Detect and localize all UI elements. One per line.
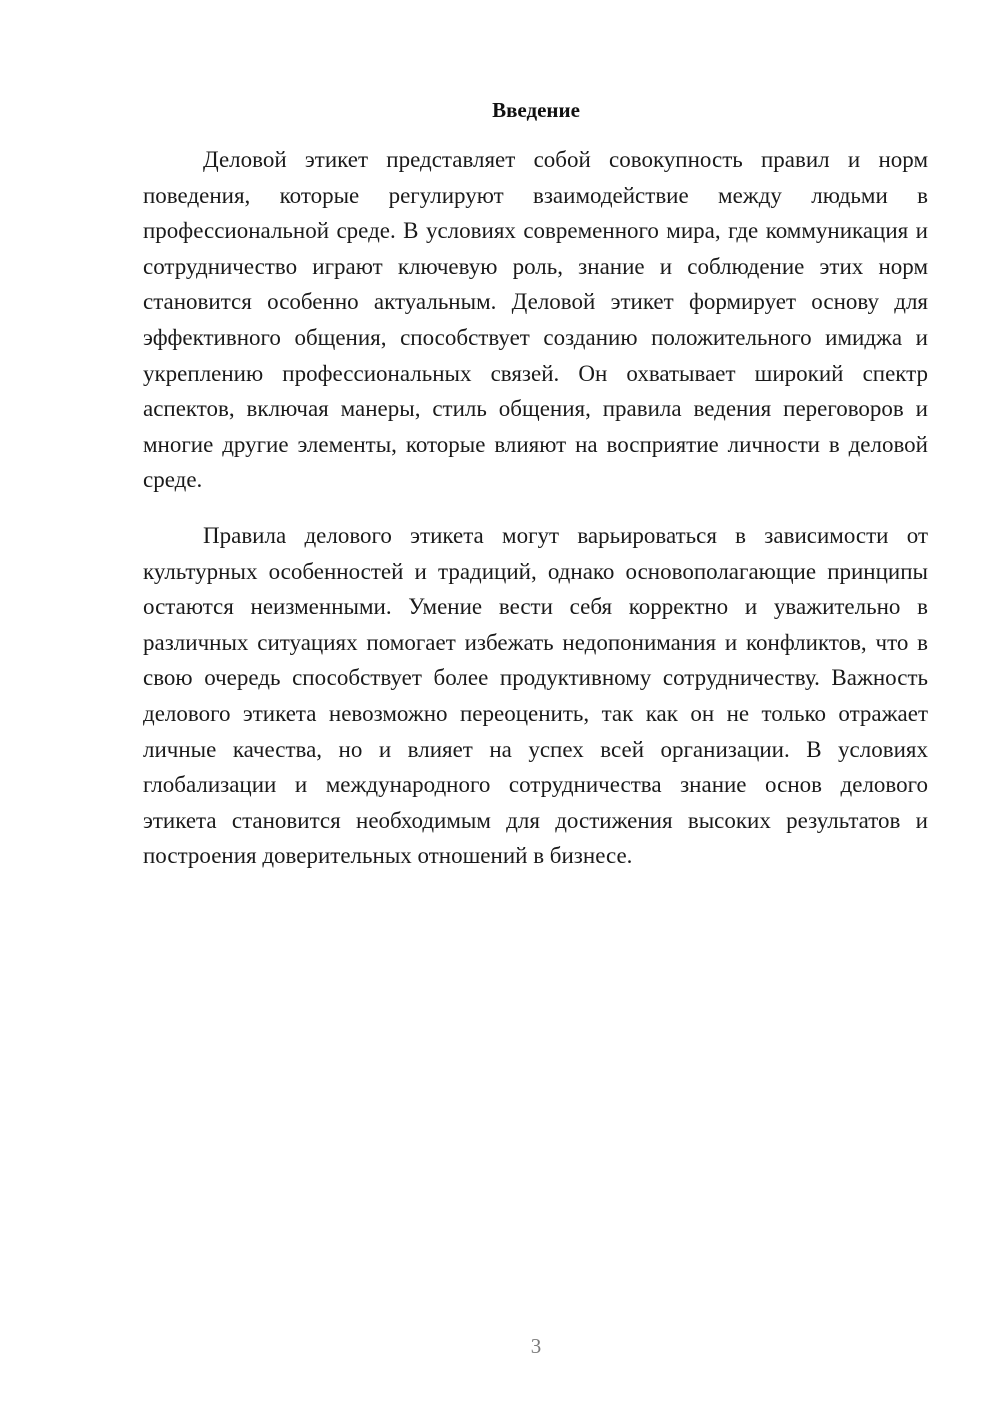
section-heading: Введение [492,98,580,122]
paragraph-2: Правила делового этикета могут варьироваться в зависимости от культурных особенностей и традиций, однако основополагающие принципы остаются неизменными. Умение вести себя корректно и уважительно в различных ситуациях помогает избежать недопонимания и конфликтов, что в свою очередь способствует более продуктивному сотрудничеству. Важность делового этикета невозможно переоценить, так как он не только отражает личные качества, но и влияет на успех всей организации. В условиях глобализации и международного сотрудничества знание основ делового этикета становится необходимым для достижения высоких результатов и построения доверительных отношений в бизнесе. [143,522,928,869]
paragraph-1: Деловой этикет представляет собой совокупность правил и норм поведения, которые регулируют взаимодействие между людьми в профессиональной среде. В условиях современного мира, где коммуникация и сотрудничество играют ключевую роль, знание и соблюдение этих норм становится особенно актуальным. Деловой этикет формирует основу для эффективного общения, способствует созданию положительного имиджа и укреплению профессиональных связей. Он охватывает широкий спектр аспектов, включая манеры, стиль общения, правила ведения переговоров и многие другие элементы, которые влияют на восприятие личности в деловой среде. [143,147,928,493]
body-text [143,142,928,874]
page-number: 3 [530,1334,542,1358]
